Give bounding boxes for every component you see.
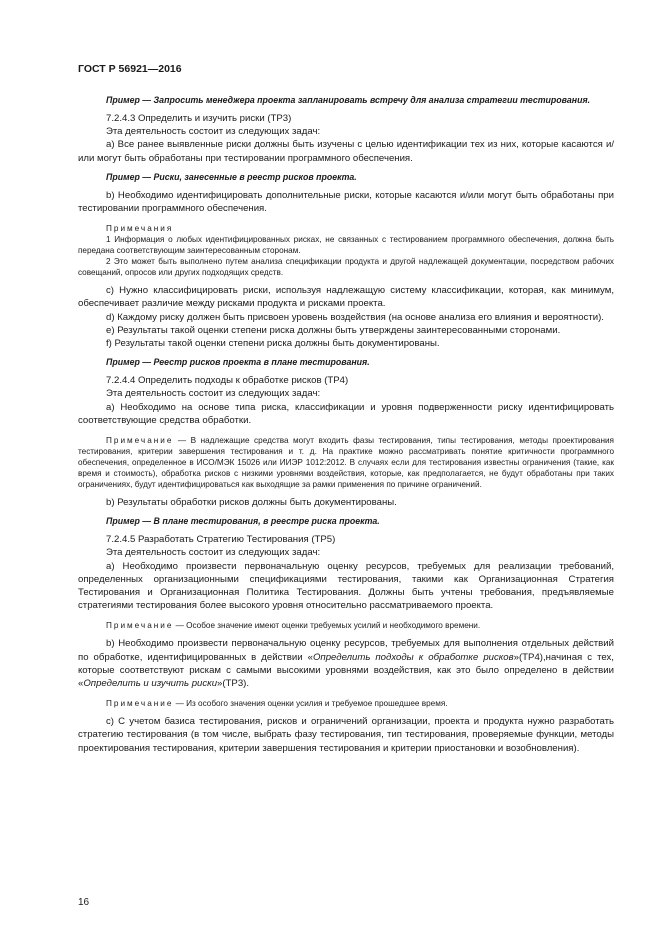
section-7244-item-a: a) Необходимо на основе типа риска, классификации и уровня подверженности риску идентифицировать соответствующие средства обработки. (78, 401, 614, 426)
section-7245-item-b (78, 637, 614, 690)
item-b-text-3: »(ТР3). (217, 678, 250, 690)
item-b-text-2: »(ТР4),начиная с тех, которые соответствуют рискам с самыми высокими уровнями воздействия, как это было определено в действии « (78, 651, 614, 690)
note-5-text: — Из особого значения оценки усилия и требуемое прошедшее время. (173, 699, 448, 709)
note-3 (78, 435, 614, 490)
section-7243-item-c: c) Нужно классифицировать риски, используя надлежащую систему классификации, которая, как минимум, обеспечивает различие между рисками продукта и рисками проекта. (78, 285, 614, 310)
section-7245-item-c: c) С учетом базиса тестирования, рисков и ограничений организации, проекта и продукта нужно разработать стратегию тестирования (в том числе, выбрать фазу тестирования, тип тестирования, проверяемые функции, методы проектирования тестирования, критерии завершения тестирования и критерии приостановки и возобновления). (78, 716, 614, 754)
note-2: 2 Это может быть выполнено путем анализа спецификации продукта и другой надлежащей документации, посредством рабочих совещаний, опросов или других подходящих средств. (78, 257, 614, 278)
item-b-text-1: b) Необходимо произвести первоначальную оценку ресурсов, требуемых для выполнения отдельных действий по обработке, идентифицированных в действии « (78, 638, 614, 663)
example-1: Пример — Запросить менеджера проекта запланировать встречу для анализа стратегии тестирования. (106, 95, 591, 105)
item-b-ref-tp4: Определить подходы к обработке рисков (312, 651, 514, 663)
item-b-ref-tp3: Определить и изучить риски (83, 678, 218, 690)
document-body (78, 94, 614, 755)
note-label: Примечание (106, 436, 174, 446)
section-7244-title: 7.2.4.4 Определить подходы к обработке рисков (ТР4) (106, 375, 349, 387)
note-label: Примечание (106, 699, 174, 709)
section-7243-item-b: b) Необходимо идентифицировать дополнительные риски, которые касаются и/или могут быть обработаны при тестировании программного обеспечения. (78, 189, 614, 215)
section-7245-item-a: a) Необходимо произвести первоначальную оценку ресурсов, требуемых для реализации требований, определенных организационными спецификациями тестирования, такими как Организационная Стратегия Тестирования и Организационная Политика Тестирования. Должны быть учтены требования, предъявляемые стратегиями тестирования более высокого уровня относительно рассматриваемого проекта. (78, 560, 614, 612)
example-2: Пример — Риски, занесенные в реестр рисков проекта. (106, 171, 357, 182)
section-7243-item-a: a) Все ранее выявленные риски должны быть изучены с целью идентификации тех из них, которые касаются и/или могут быть обработаны при тестировании программного обеспечения. (78, 139, 614, 164)
section-7245-title: 7.2.4.5 Разработать Стратегию Тестирования (ТР5) (106, 534, 336, 546)
section-7244-intro: Эта деятельность состоит из следующих задач: (106, 388, 321, 400)
note-4 (78, 620, 614, 631)
example-4: Пример — В плане тестирования, в реестре риска проекта. (106, 516, 380, 527)
example-3: Пример — Реестр рисков проекта в плане тестирования. (106, 357, 370, 368)
note-3-text: — В надлежащие средства могут входить фазы тестирования, типы тестирования, методы проектирования тестирования, критерии завершения тестирования и т. д. На практике можно рассматривать понятие критичности программного обеспечения, определенное в ИСО/МЭК 15026 или ИИЭР 1012:2012. В случаях если для тестирования известны ограничения (такие, как время и стоимость), обработка рисков с низкими уровнями воздействия, которые, как предполагается, не будут обработаны при таких ограничениях, будут идентифицироваться как выходящие за рамки применения по причине ограничений. (78, 436, 614, 490)
page-number: 16 (78, 897, 90, 908)
section-7243-item-d: d) Каждому риску должен быть присвоен уровень воздействия (на основе анализа его влияния и вероятности). (106, 311, 604, 323)
section-7244-item-b: b) Результаты обработки рисков должны быть документированы. (106, 497, 397, 509)
note-5 (78, 698, 614, 709)
section-7243-title: 7.2.4.3 Определить и изучить риски (ТР3) (106, 113, 292, 124)
note-1: 1 Информация о любых идентифицированных рисках, не связанных с тестированием программного обеспечения, должна быть передана соответствующим заинтересованным сторонам. (78, 235, 614, 256)
section-7243-item-f: f) Результаты такой оценки степени риска должны быть документированы. (106, 338, 440, 350)
section-7245-intro: Эта деятельность состоит из следующих задач: (106, 547, 321, 559)
section-7243-intro: Эта деятельность состоит из следующих задач: (106, 126, 321, 138)
note-label: Примечание (106, 621, 174, 631)
section-7243-item-e: e) Результаты такой оценки степени риска должны быть утверждены заинтересованными сторонами. (106, 324, 561, 336)
note-4-text: — Особое значение имеют оценки требуемых усилий и необходимого времени. (173, 621, 481, 631)
notes-title: Примечания (106, 224, 174, 234)
document-header: ГОСТ Р 56921—2016 (78, 63, 182, 75)
